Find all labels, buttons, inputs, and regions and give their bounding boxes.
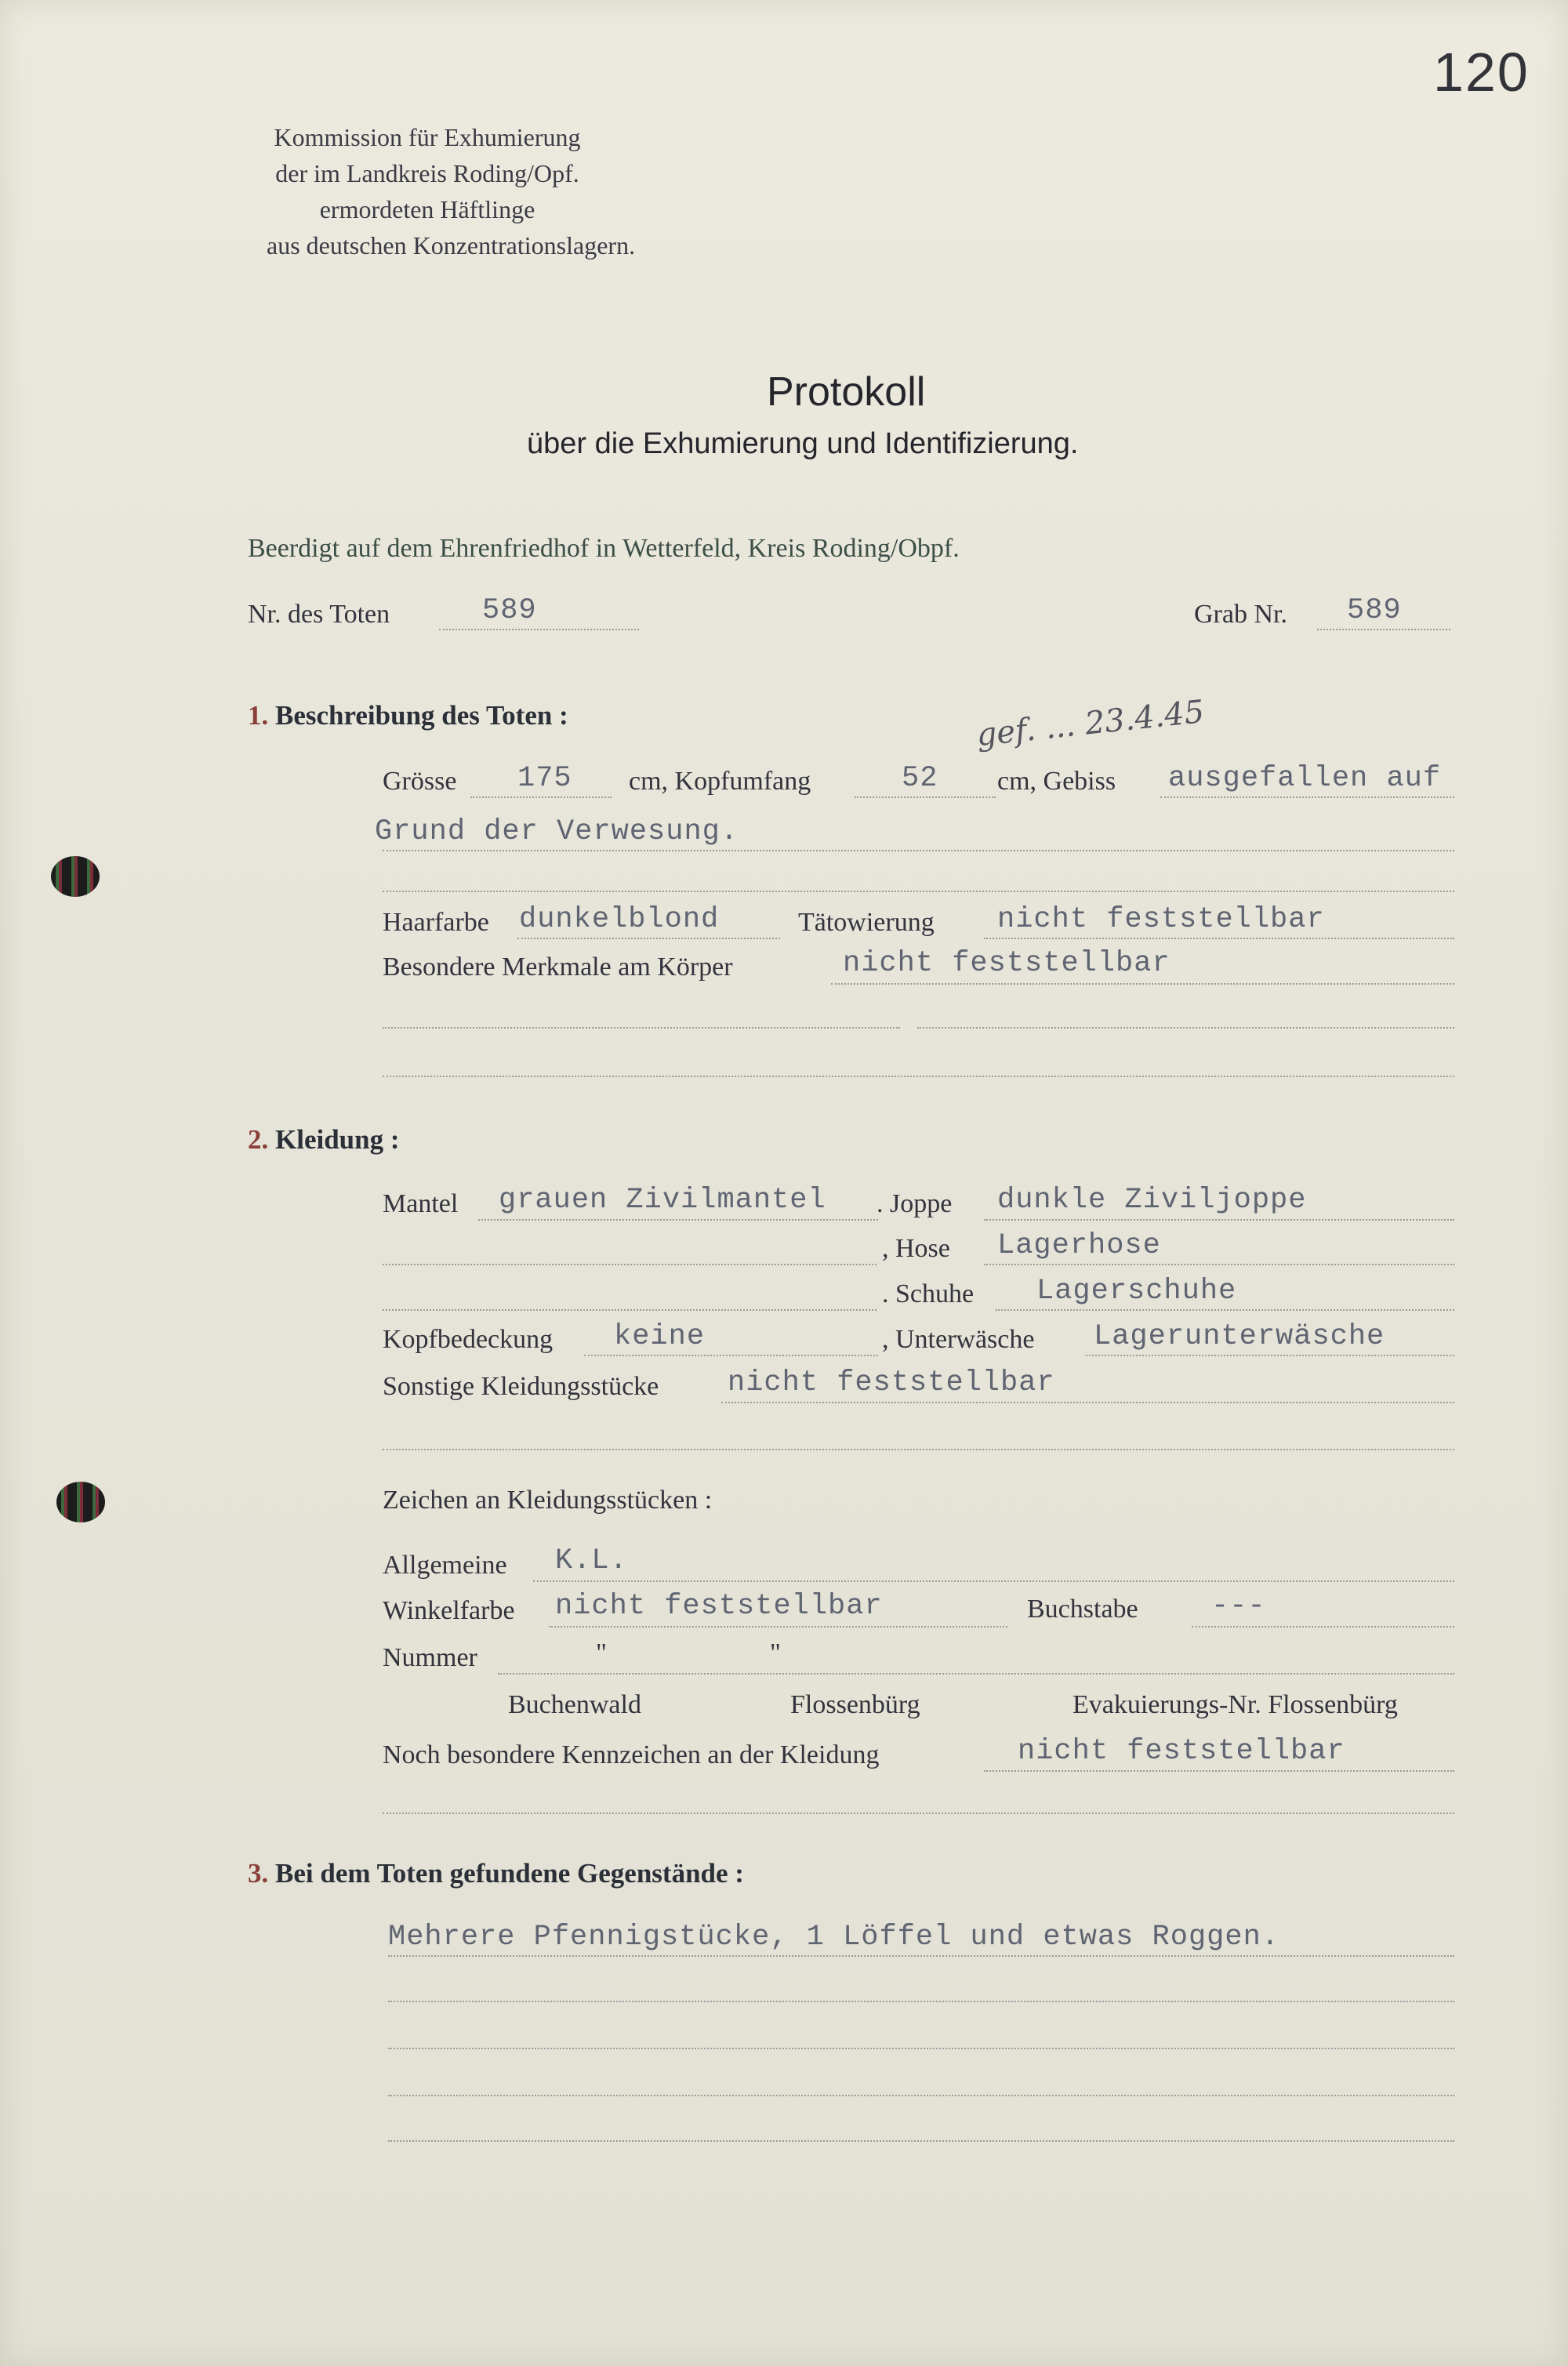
- blank-line: [383, 1076, 1454, 1077]
- items-line: [388, 1955, 1454, 1957]
- headwear-label: Kopfbedeckung: [383, 1325, 554, 1354]
- other-clothing-value: nicht feststellbar: [728, 1366, 1055, 1399]
- hair-color-line: [517, 938, 780, 939]
- section-2-title: Kleidung :: [275, 1124, 400, 1155]
- trousers-line: [984, 1264, 1454, 1265]
- special-marks-value: nicht feststellbar: [1018, 1735, 1345, 1768]
- page-title: Protokoll: [767, 369, 926, 415]
- underwear-label: , Unterwäsche: [882, 1325, 1035, 1354]
- punch-hole-top: [51, 856, 100, 897]
- shoes-line: [996, 1309, 1454, 1311]
- triangle-color-label: Winkelfarbe: [383, 1596, 515, 1625]
- general-value: K.L.: [555, 1544, 628, 1577]
- letter-line: [1192, 1626, 1454, 1628]
- teeth-line: [1160, 797, 1454, 798]
- items-value: Mehrere Pfennigstücke, 1 Löffel und etwas Roggen.: [388, 1921, 1279, 1954]
- head-circumference-label: cm, Kopfumfang: [629, 767, 811, 796]
- body-marks-label: Besondere Merkmale am Körper: [383, 953, 733, 982]
- letter-value: ---: [1211, 1590, 1266, 1623]
- commission-line: ermordeten Häftlinge: [319, 195, 535, 223]
- headwear-line: [584, 1355, 878, 1356]
- teeth-label: cm, Gebiss: [997, 767, 1116, 796]
- grave-number-label: Grab Nr.: [1194, 600, 1287, 629]
- jacket-label: . Joppe: [877, 1189, 953, 1218]
- handwritten-note: gef. ... 23.4.45: [975, 693, 1207, 754]
- section-1-number: 1.: [248, 700, 269, 731]
- blank-line: [917, 1027, 1454, 1029]
- coat-line: [478, 1219, 878, 1221]
- size-value: 175: [517, 762, 572, 795]
- punch-hole-bottom: [56, 1482, 105, 1522]
- number-line: [498, 1673, 1454, 1675]
- triangle-color-line: [549, 1626, 1007, 1628]
- teeth-value: ausgefallen auf: [1168, 762, 1442, 795]
- section-3-heading: [248, 1858, 744, 1889]
- head-circumference-value: 52: [902, 762, 938, 795]
- section-2-heading: [248, 1124, 400, 1156]
- general-label: Allgemeine: [383, 1551, 507, 1580]
- jacket-value: dunkle Ziviljoppe: [997, 1184, 1307, 1217]
- commission-header: [267, 119, 636, 263]
- burial-location: Beerdigt auf dem Ehrenfriedhof in Wetterfeld, Kreis Roding/Obpf.: [248, 534, 960, 563]
- page-subtitle: über die Exhumierung und Identifizierung.: [527, 427, 1079, 460]
- clothing-marks-label: Zeichen an Kleidungsstücken :: [383, 1486, 713, 1515]
- size-line: [470, 797, 612, 798]
- page-number: 120: [1433, 42, 1530, 103]
- head-circumference-line: [855, 797, 996, 798]
- underwear-line: [1086, 1355, 1454, 1356]
- shoes-value: Lagerschuhe: [1036, 1275, 1237, 1308]
- dead-number-value: 589: [482, 594, 537, 627]
- section-3-number: 3.: [248, 1858, 269, 1889]
- hair-color-value: dunkelblond: [519, 903, 720, 936]
- blank-line: [383, 891, 1454, 892]
- section-2-number: 2.: [248, 1124, 269, 1155]
- blank-line: [388, 2095, 1454, 2096]
- commission-line: der im Landkreis Roding/Opf.: [275, 159, 579, 187]
- blank-line: [383, 1027, 900, 1029]
- trousers-label: , Hose: [882, 1234, 950, 1263]
- section-1-title: Beschreibung des Toten :: [275, 700, 568, 731]
- general-line: [533, 1580, 1454, 1582]
- letter-label: Buchstabe: [1027, 1595, 1138, 1624]
- body-marks-line: [831, 983, 1454, 985]
- number-label: Nummer: [383, 1643, 477, 1672]
- shoes-label: . Schuhe: [882, 1279, 975, 1308]
- evacuation-number: Evakuierungs-Nr. Flossenbürg: [1073, 1690, 1398, 1719]
- grave-number-line: [1317, 629, 1450, 630]
- section-3-title: Bei dem Toten gefundene Gegenstände :: [275, 1858, 744, 1889]
- size-label: Grösse: [383, 767, 457, 796]
- number-ditto-1: ": [596, 1638, 607, 1667]
- underwear-value: Lagerunterwäsche: [1094, 1320, 1385, 1353]
- commission-line: aus deutschen Konzentrationslagern.: [267, 231, 636, 259]
- dead-number-label: Nr. des Toten: [248, 600, 390, 629]
- blank-line: [383, 1309, 877, 1311]
- blank-line: [383, 1449, 1454, 1450]
- special-marks-label: Noch besondere Kennzeichen an der Kleidung: [383, 1740, 880, 1769]
- other-clothing-line: [721, 1402, 1454, 1403]
- coat-label: Mantel: [383, 1189, 459, 1218]
- grave-number-value: 589: [1347, 594, 1402, 627]
- body-marks-value: nicht feststellbar: [843, 947, 1171, 980]
- dead-number-line: [439, 629, 639, 630]
- teeth-line-2: [383, 850, 1454, 851]
- tattoo-label: Tätowierung: [798, 908, 935, 937]
- tattoo-value: nicht feststellbar: [997, 903, 1325, 936]
- blank-line: [388, 2001, 1454, 2002]
- tattoo-line: [984, 938, 1454, 939]
- coat-value: grauen Zivilmantel: [499, 1184, 826, 1217]
- blank-line: [388, 2048, 1454, 2049]
- triangle-color-value: nicht feststellbar: [555, 1590, 883, 1623]
- special-marks-line: [984, 1770, 1454, 1772]
- commission-line: Kommission für Exhumierung: [274, 123, 581, 151]
- blank-line: [388, 2140, 1454, 2142]
- blank-line: [383, 1813, 1454, 1814]
- camp-flossenbuerg: Flossenbürg: [790, 1690, 920, 1719]
- camp-buchenwald: Buchenwald: [508, 1690, 641, 1719]
- hair-color-label: Haarfarbe: [383, 908, 489, 937]
- number-ditto-2: ": [770, 1638, 781, 1667]
- section-1-heading: [248, 700, 568, 731]
- jacket-line: [984, 1219, 1454, 1221]
- other-clothing-label: Sonstige Kleidungsstücke: [383, 1372, 659, 1401]
- trousers-value: Lagerhose: [997, 1229, 1161, 1262]
- headwear-value: keine: [614, 1320, 706, 1353]
- blank-line: [383, 1264, 877, 1265]
- teeth-value-cont: Grund der Verwesung.: [375, 815, 739, 848]
